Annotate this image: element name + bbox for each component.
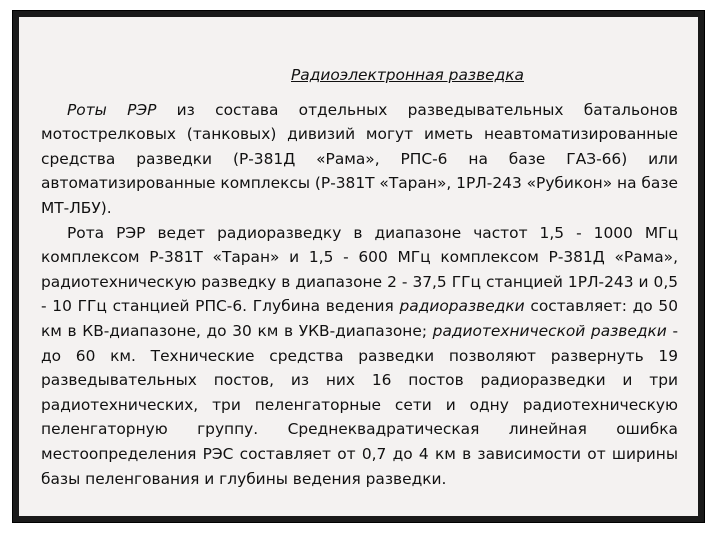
paragraph-2-part-1: Рота РЭР ведет радиоразведку в диапазоне частот 1,5 - 1000 МГц комплексом Р-381Т «Таран» и 1,5 - 600 МГц комплексом Р-381Д «Рама», радиотехническую разведку в диапазоне 2 - 37,5 ГГц станцией 1РЛ-243 и 0,5 - 10 ГГц станцией РПС-6. Глубина ведения [41,223,678,316]
slide-title: Радиоэлектронная разведка [291,66,524,84]
slide-frame [12,10,705,523]
paragraph-1-text: из состава отдельных разведывательных батальонов мотострелковых (танковых) дивизий могут иметь неавтоматизированные средства разведки (Р-381Д «Рама», РПС-6 на базе ГАЗ-66) или автоматизированные комплексы (Р-381Т «Таран», 1РЛ-243 «Рубикон» на базе МТ-ЛБУ). [41,100,679,217]
paragraph-2-italic-radiotech-recon: радиотехнической разведки [432,321,667,340]
paragraph-2-italic-radio-recon: радиоразведки [399,297,525,316]
paragraph-2 [41,221,678,492]
slide-body [19,17,698,516]
slide-content [41,63,678,491]
paragraph-2-part-2: составляет: до 50 км в КВ-диапазоне, до 30 км в УКВ-диапазоне; [41,297,678,340]
paragraph-2-part-3: - до 60 км. Технические средства разведки позволяют развернуть 19 разведывательных постов, из них 16 постов радиоразведки и три радиотехнических, три пеленгаторные сети и одну радиотехническую пеленгаторную группу. Среднеквадратическая линейная ошибка местоопределения РЭС составляет от 0,7 до 4 км в зависимости от ширины базы пеленгования и глубины ведения разведки. [41,321,678,488]
paragraph-1 [41,98,678,221]
paragraph-1-lead: Роты РЭР [67,100,157,119]
